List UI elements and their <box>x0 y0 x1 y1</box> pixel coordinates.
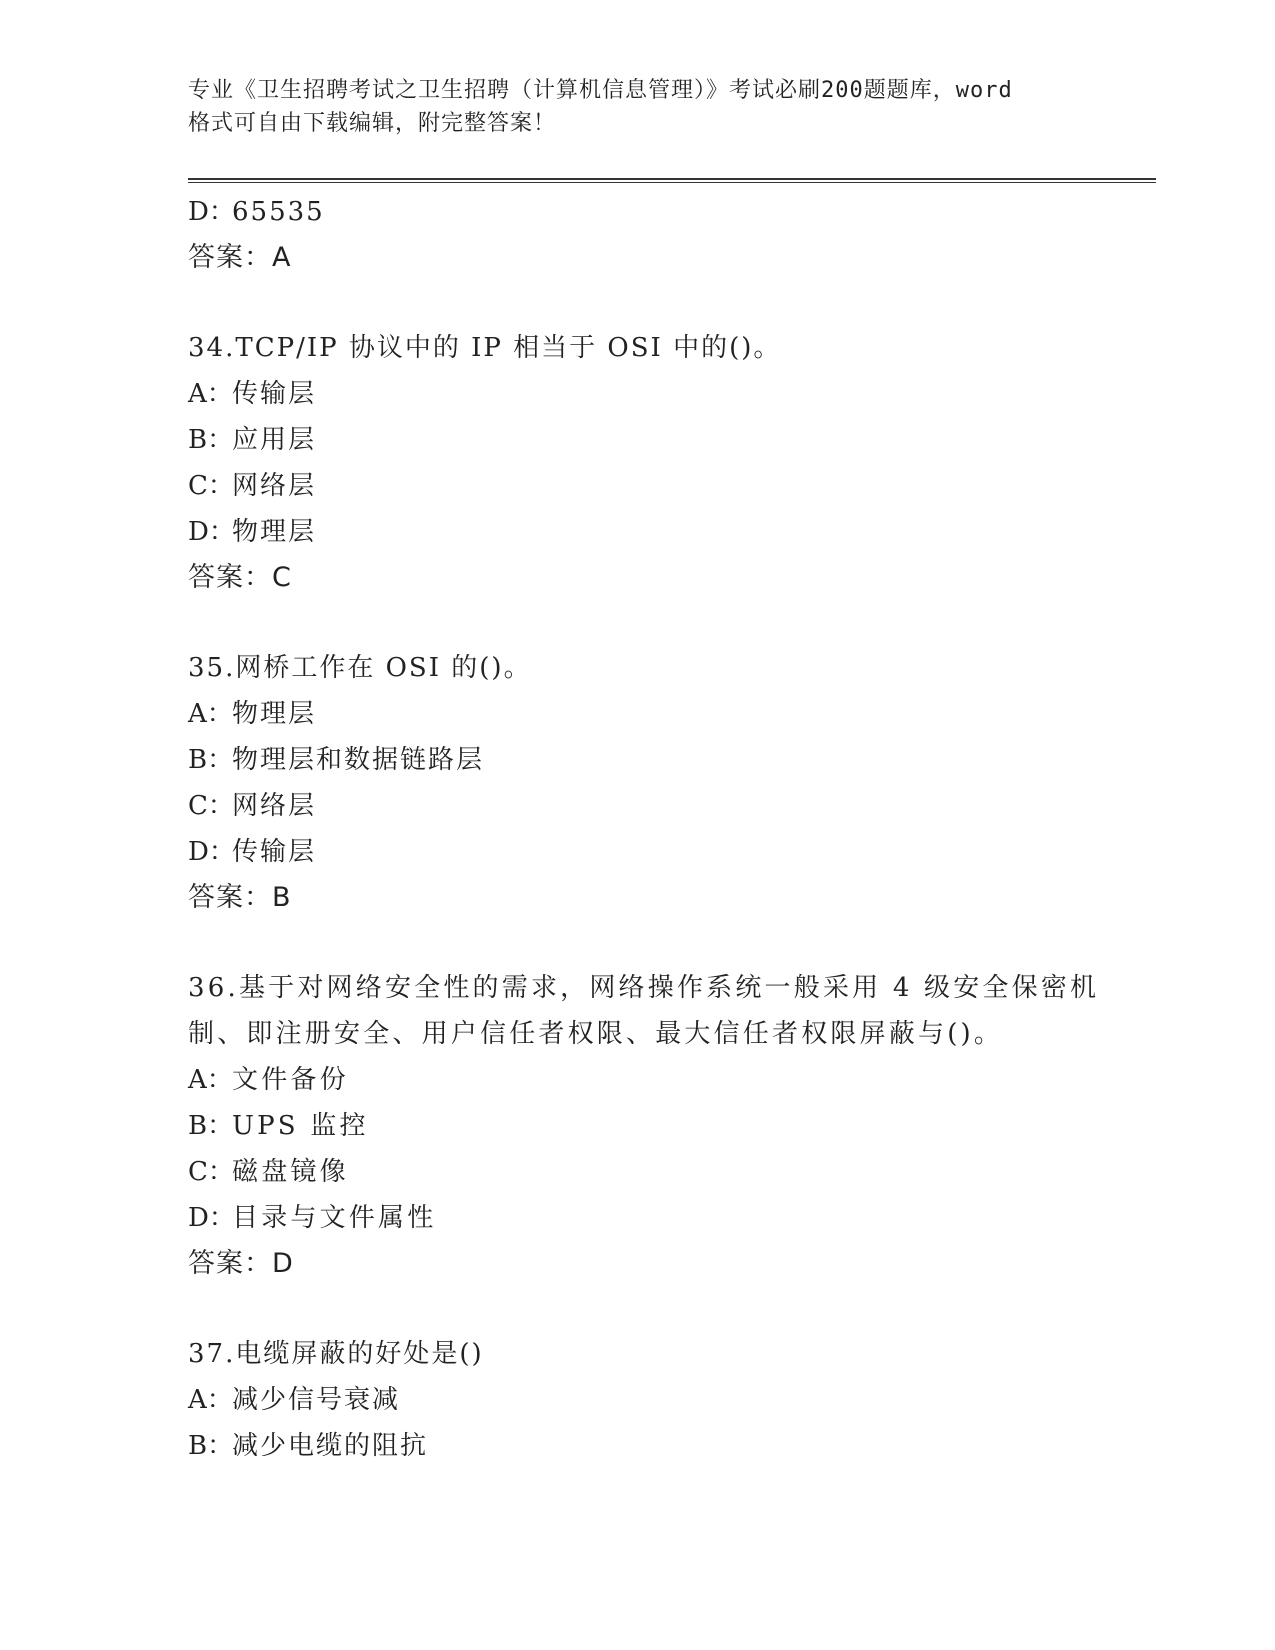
question-text-line-2: 制、即注册安全、用户信任者权限、最大信任者权限屏蔽与()。 <box>188 1019 1004 1049</box>
option-label: B： <box>188 1431 234 1461</box>
option-d <box>188 829 1088 875</box>
option-text: 物理层 <box>232 699 317 729</box>
option-label: B： <box>188 1111 234 1141</box>
option-b <box>188 1423 1088 1469</box>
option-label: D： <box>188 1203 235 1233</box>
option-d <box>188 1195 1088 1241</box>
answer: 答案：A <box>188 242 292 273</box>
option-text: 目录与文件属性 <box>232 1203 437 1233</box>
option-text: 物理层和数据链路层 <box>232 745 485 775</box>
option-text: 减少信号衰减 <box>232 1385 401 1415</box>
option-b <box>188 1103 1088 1149</box>
option-label: A： <box>188 379 233 409</box>
option-label: A： <box>188 1385 233 1415</box>
document-body <box>188 189 1100 1469</box>
header-line-1: 专业《卫生招聘考试之卫生招聘（计算机信息管理）》考试必刷200题题库，word <box>188 78 1013 103</box>
option-text: 应用层 <box>232 425 317 455</box>
option-label: C： <box>188 791 234 821</box>
answer: 答案：C <box>188 562 292 593</box>
page-header <box>188 74 1088 140</box>
header-divider-thin <box>188 182 1156 183</box>
option-a <box>188 691 1088 737</box>
question-34 <box>188 325 1088 601</box>
question-text: 35.网桥工作在 OSI 的()。 <box>188 653 532 683</box>
option-text: 磁盘镜像 <box>232 1157 349 1187</box>
option-a <box>188 371 1088 417</box>
question-text: 34.TCP/IP 协议中的 IP 相当于 OSI 中的()。 <box>188 333 782 363</box>
option-text: 65535 <box>232 197 325 227</box>
option-text: 减少电缆的阻抗 <box>232 1431 429 1461</box>
option-label: A： <box>188 699 233 729</box>
option-c <box>188 1149 1088 1195</box>
option-c <box>188 463 1088 509</box>
answer: 答案：D <box>188 1248 294 1279</box>
question-text-line-1: 36.基于对网络安全性的需求，网络操作系统一般采用 4 级安全保密机 <box>188 973 1100 1003</box>
question-text: 37.电缆屏蔽的好处是() <box>188 1339 484 1369</box>
option-text: 传输层 <box>232 379 317 409</box>
question-36 <box>188 965 1100 1287</box>
option-b <box>188 417 1088 463</box>
option-d <box>188 509 1088 555</box>
option-text: 物理层 <box>232 517 317 547</box>
option-label: D： <box>188 837 235 867</box>
option-a <box>188 1377 1088 1423</box>
option-label: D： <box>188 197 235 227</box>
question-33-tail <box>188 189 1088 281</box>
header-line-2: 格式可自由下载编辑，附完整答案！ <box>188 111 557 136</box>
question-37 <box>188 1331 1088 1469</box>
header-divider-thick <box>188 178 1156 180</box>
option-text: 文件备份 <box>232 1065 349 1095</box>
answer: 答案：B <box>188 882 292 913</box>
option-label: D： <box>188 517 235 547</box>
option-text: 网络层 <box>232 791 317 821</box>
option-d <box>188 189 1088 235</box>
option-b <box>188 737 1088 783</box>
option-label: C： <box>188 1157 234 1187</box>
option-text: 网络层 <box>232 471 317 501</box>
question-35 <box>188 645 1088 921</box>
option-text: 传输层 <box>232 837 317 867</box>
option-text: UPS 监控 <box>232 1111 369 1141</box>
option-label: A： <box>188 1065 233 1095</box>
option-c <box>188 783 1088 829</box>
option-a <box>188 1057 1088 1103</box>
option-label: C： <box>188 471 234 501</box>
option-label: B： <box>188 745 234 775</box>
option-label: B： <box>188 425 234 455</box>
